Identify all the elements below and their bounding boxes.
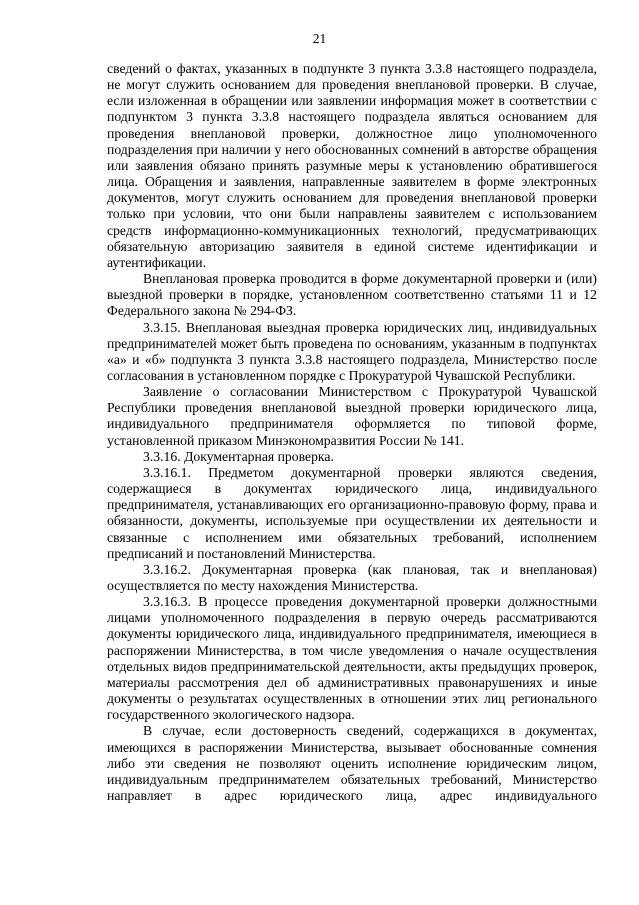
- paragraph-3-3-16-3: 3.3.16.3. В процессе проведения документарной проверки должностными лицами уполномоченного подразделения в первую очередь рассматриваются документы юридического лица, индивидуального предпринимателя, имеющиеся в распоряжении Министерства, в том числе уведомления о начале осуществления отдельных видов предпринимательской деятельности, акты предыдущих проверок, материалы рассмотрения дел об административных правонарушениях и иные документы о результатах осуществленных в отношении этих лиц регионального государственного экологического надзора.: [107, 594, 597, 723]
- page-number: 21: [312, 31, 327, 46]
- paragraph-approval-application: Заявление о согласовании Министерством с Прокуратурой Чувашской Республики проведения внеплановой выездной проверки юридического лица, индивидуального предпринимателя оформляется по типовой форме, установленной приказом Минэкономразвития России № 141.: [107, 384, 597, 448]
- paragraph-3-3-16-2: 3.3.16.2. Документарная проверка (как плановая, так и внеплановая) осуществляется по месту нахождения Министерства.: [107, 561, 597, 593]
- paragraph-3-3-16-heading: 3.3.16. Документарная проверка.: [143, 448, 334, 464]
- paragraph-continuation: сведений о фактах, указанных в подпункте 3 пункта 3.3.8 настоящего подраздела, не могут служить основанием для проведения внеплановой проверки. В случае, если изложенная в обращении или заявлении информация может в соответствии с подпунктом 3 пункта 3.3.8 настоящего подраздела являться основанием для проведения внеплановой проверки, должностное лицо уполномоченного подразделения при наличии у него обоснованных сомнений в авторстве обращения или заявления обязано принять разумные меры к установлению обратившегося лица. Обращения и заявления, направленные заявителем в форме электронных документов, могут служить основанием для проведения внеплановой проверки только при условии, что они были направлены заявителем с использованием средств информационно-коммуникационных технологий, предусматривающих обязательную авторизацию заявителя в единой системе идентификации и аутентификации.: [107, 61, 597, 270]
- paragraph-3-3-15: 3.3.15. Внеплановая выездная проверка юридических лиц, индивидуальных предпринимателей может быть проведена по основаниям, указанным в подпунктах «а» и «б» подпункта 3 пункта 3.3.8 настоящего подраздела, Министерство после согласования в установленном порядке с Прокуратурой Чувашской Республики.: [107, 319, 597, 383]
- paragraph-reliability-doubts: В случае, если достоверность сведений, содержащихся в документах, имеющихся в распоряжении Министерства, вызывает обоснованные сомнения либо эти сведения не позволяют оценить исполнение юридическим лицом, индивидуальным предпринимателем обязательных требований, Министерство направляет в адрес юридического лица, адрес индивидуального: [107, 723, 597, 804]
- paragraph-3-3-16-1: 3.3.16.1. Предметом документарной проверки являются сведения, содержащиеся в документах юридического лица, индивидуального предпринимателя, устанавливающих его организационно-правовую форму, права и обязанности, документы, используемые при осуществлении их деятельности и связанные с исполнением ими обязательных требований, исполнением предписаний и постановлений Министерства.: [107, 464, 597, 561]
- document-body: [107, 61, 597, 804]
- paragraph-unscheduled-inspection-form: Внеплановая проверка проводится в форме документарной проверки и (или) выездной проверки в порядке, установленном соответственно статьями 11 и 12 Федерального закона № 294-ФЗ.: [107, 271, 597, 319]
